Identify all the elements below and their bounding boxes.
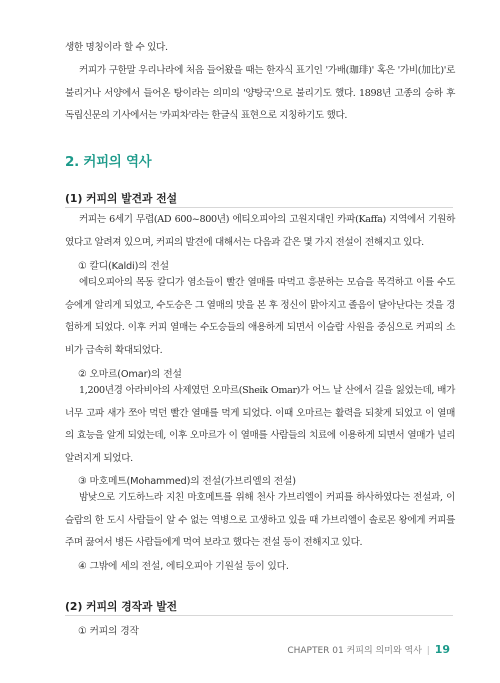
cultivation-heading: ① 커피의 경작 bbox=[78, 626, 139, 637]
subsection-title: (1) 커피의 발견과 전설 bbox=[65, 192, 178, 205]
legend-heading-mohammed: ③ 마호메트(Mohammed)의 전설(가브리엘의 전설) bbox=[78, 476, 296, 487]
legend-body-kaldi: 에티오피아의 목동 칼디가 염소들이 빨간 열매를 따먹고 흥분하는 모습을 목격하고 이를 수도승에게 알리게 되었고, 수도승은 그 열매의 맛을 본 후 정신이 맑아지고 졸음이 달아난다는 것을 경험하게 되었다. 이후 커피 열매는 수도승들의 애용하게 되면서 이슬람 사원을 중심으로 커피의 소비가 급속히 확대되었다. bbox=[65, 277, 455, 356]
subsection-title: (2) 커피의 경작과 발전 bbox=[65, 600, 178, 613]
legend-heading-other: ④ 그밖에 세의 전설, 에티오피아 기원설 등이 있다. bbox=[78, 561, 289, 572]
legend-heading-omar: ② 오마르(Omar)의 전설 bbox=[78, 369, 182, 380]
chapter-title: 커피의 의미와 역사 bbox=[346, 646, 422, 656]
legend-body-omar: 1,200년경 아라비아의 사제였던 오마르(Sheik Omar)가 어느 날 산에서 길을 잃었는데, 배가 너무 고파 새가 쪼아 먹던 빨간 열매를 먹게 되었다. 이때 오마르는 활력을 되찾게 되었고 이 열매의 효능을 알게 되었는데, 이후 오마르가 이 열매를 사람들의 치료에 이용하게 되면서 열매가 널리 알려지게 되었다. bbox=[65, 385, 455, 464]
intro-continuation: 생한 명칭이라 할 수 있다. bbox=[65, 42, 168, 53]
chapter-label: CHAPTER 01 bbox=[287, 646, 344, 656]
section-title: 2. 커피의 역사 bbox=[65, 154, 152, 170]
subsection-intro: 커피는 6세기 무렵(AD 600~800년) 에티오피아의 고원지대인 카파(Kaffa) 지역에서 기원하였다고 알려져 있으며, 커피의 발견에 대해서는 다음과 같은 몇 가지 전설이 전해지고 있다. bbox=[65, 214, 455, 248]
subsection-divider bbox=[65, 207, 453, 208]
intro-paragraph: 커피가 구한말 우리나라에 처음 들어왔을 때는 한자식 표기인 '가배(珈琲)' 혹은 '가비(加比)'로 불리거나 서양에서 들어온 탕이라는 의미의 '양탕국'으로 불리기도 했다. 1898년 고종의 승하 후 독립신문의 기사에서는 '카피차'라는 한글식 표현으로 지칭하기도 했다. bbox=[65, 65, 455, 121]
page-footer bbox=[287, 643, 450, 656]
page-number: 19 bbox=[434, 643, 450, 656]
legend-heading-kaldi: ① 칼디(Kaldi)의 전설 bbox=[78, 261, 169, 272]
legend-body-mohammed: 밤낮으로 기도하느라 지친 마호메트를 위해 천사 가브리엘이 커피를 하사하였다는 전설과, 이슬람의 한 도시 사람들이 알 수 없는 역병으로 고생하고 있을 때 가브리엘이 솔로몬 왕에게 커피를 주며 끓여서 병든 사람들에게 먹여 보라고 했다는 전설 등이 전해지고 있다. bbox=[65, 492, 455, 548]
subsection-divider bbox=[65, 615, 453, 616]
footer-separator: | bbox=[426, 646, 430, 656]
